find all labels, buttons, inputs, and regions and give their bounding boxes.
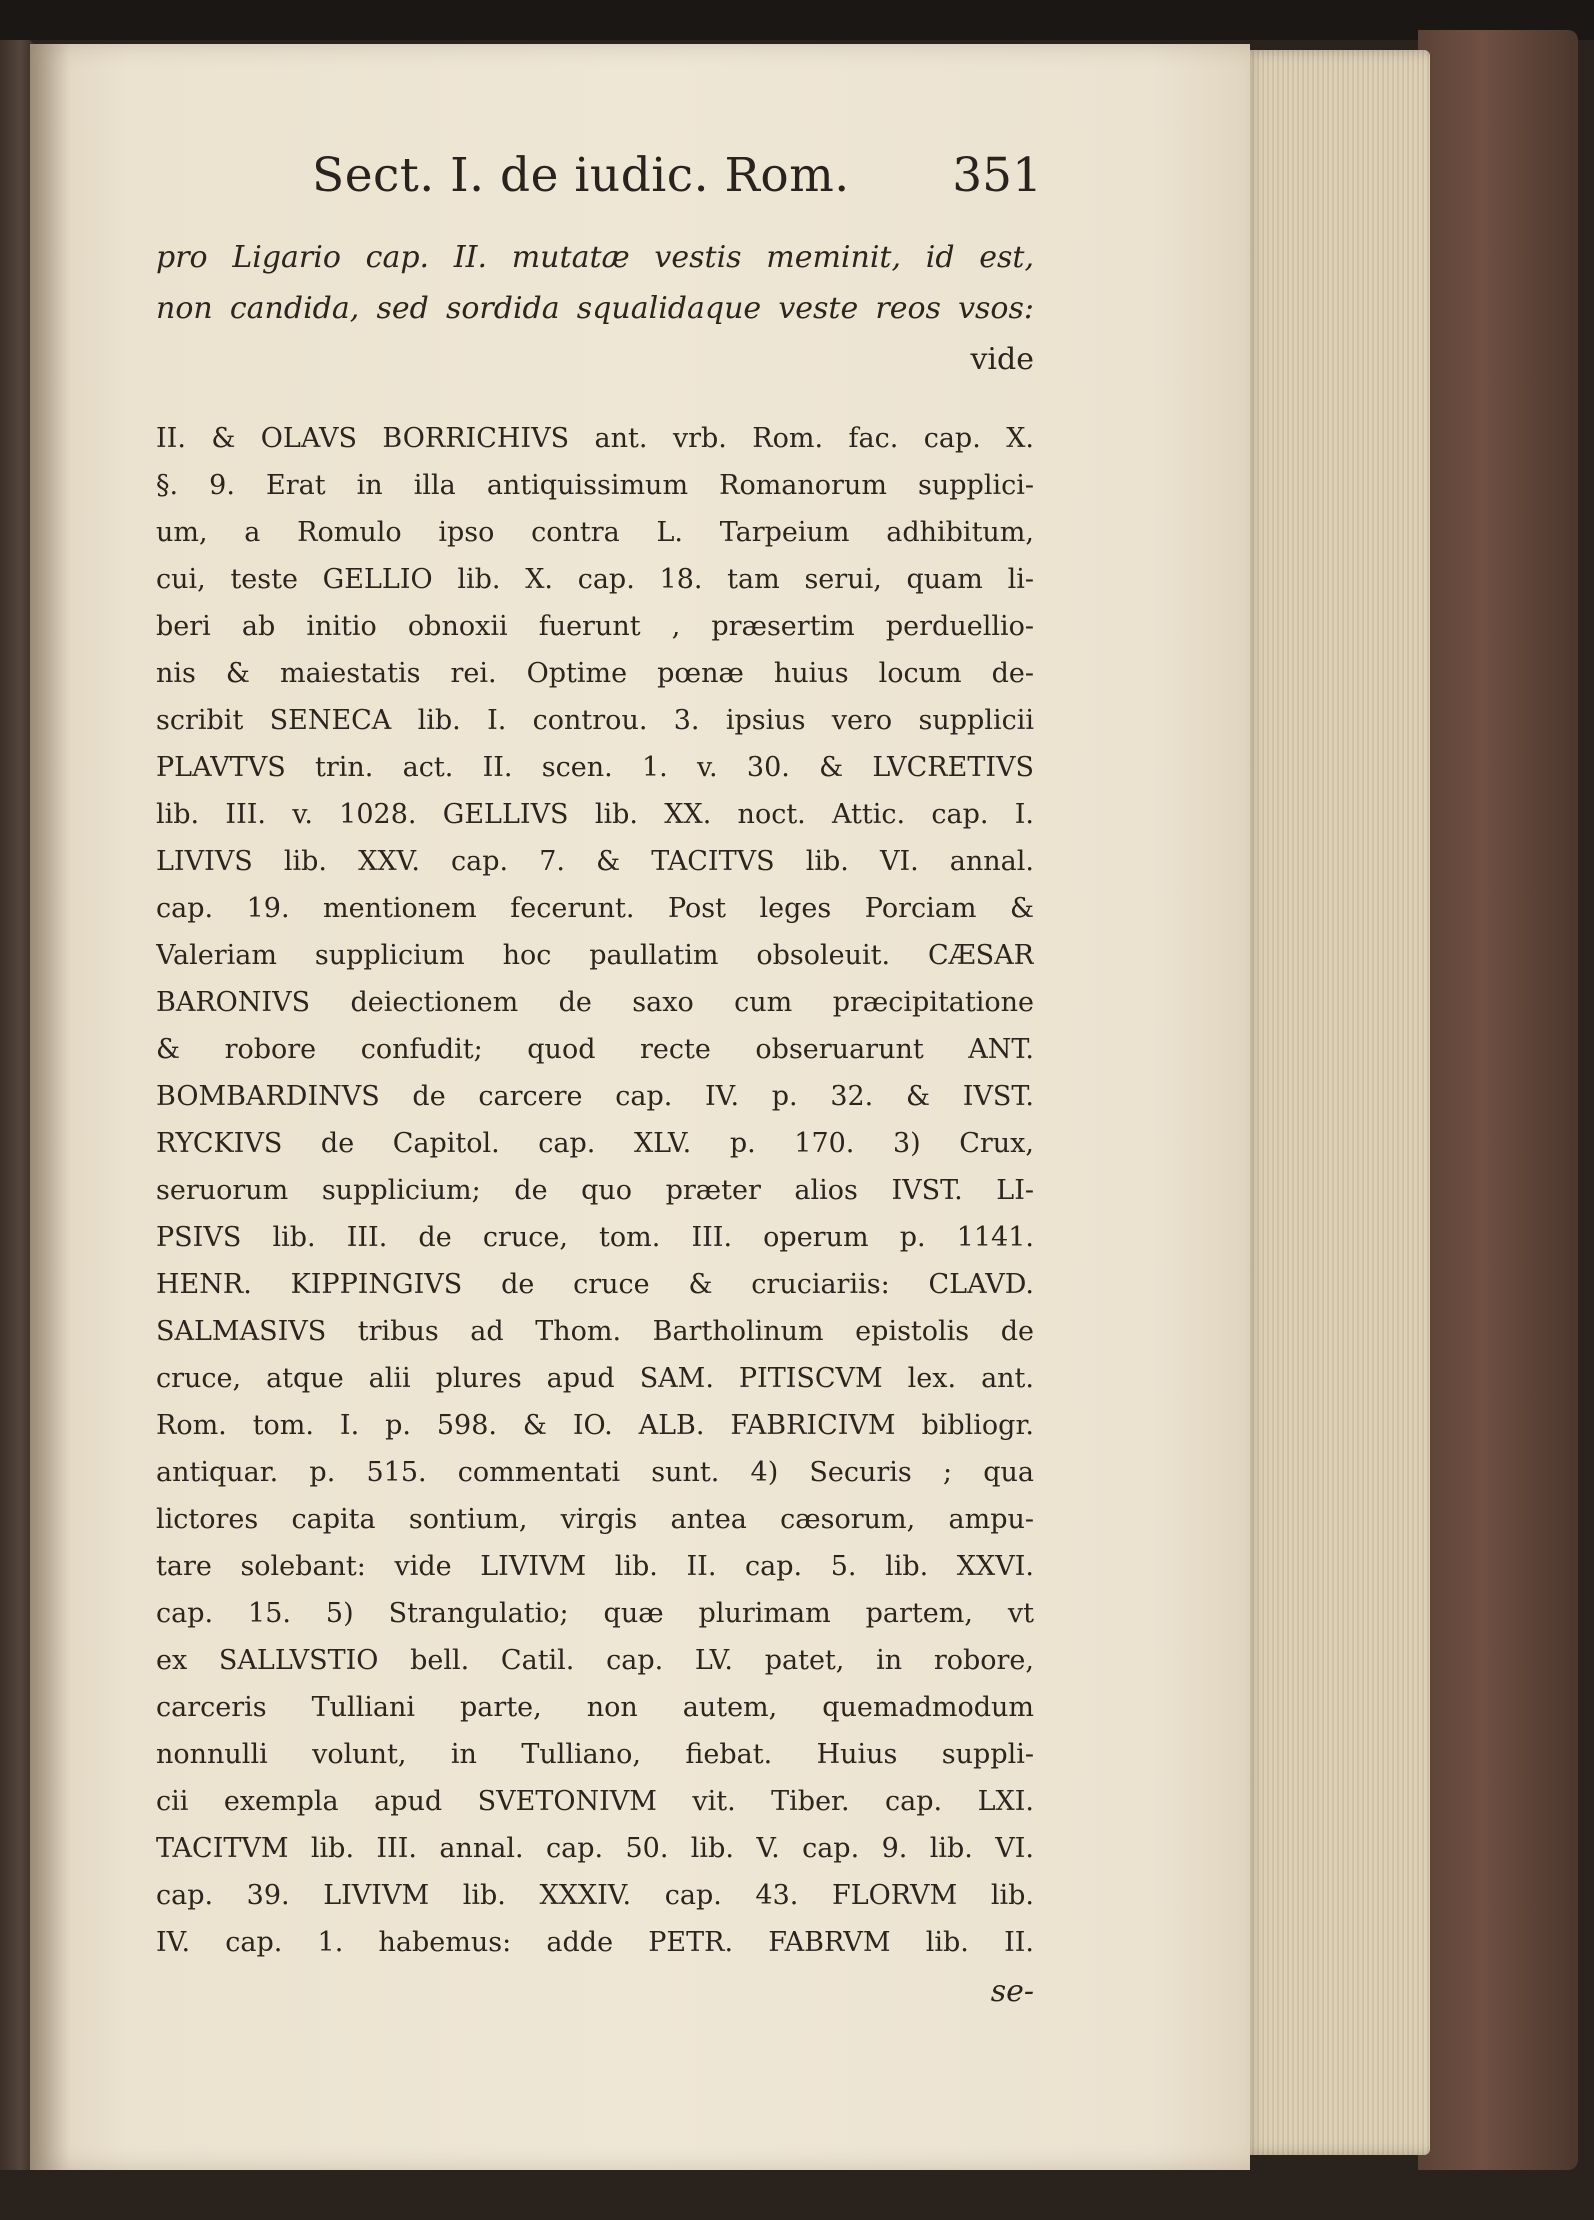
main-text (156, 232, 1034, 385)
footnote-line: tare solebant: vide LIVIVM lib. II. cap. 5. lib. XXVI. (156, 1551, 1034, 1582)
footnote-line: lib. III. v. 1028. GELLIVS lib. XX. noct. Attic. cap. I. (156, 799, 1034, 830)
footnote-line: PLAVTVS trin. act. II. scen. 1. v. 30. & LVCRETIVS (156, 752, 1034, 783)
body-line: vide (970, 342, 1034, 377)
page-header (312, 148, 1042, 218)
footnote-line: §. 9. Erat in illa antiquissimum Romanorum supplici- (156, 470, 1034, 501)
footnote-line: cap. 39. LIVIVM lib. XXXIV. cap. 43. FLORVM lib. (156, 1880, 1034, 1911)
catchword: se- (990, 1974, 1034, 2009)
footnotes (156, 415, 1034, 1966)
body-line: non candida, sed sordida squalidaque veste reos vsos: (156, 291, 1034, 326)
footnote-line: cap. 15. 5) Strangulatio; quæ plurimam partem, vt (156, 1598, 1034, 1629)
footnote-line: nonnulli volunt, in Tulliano, fiebat. Huius suppli- (156, 1739, 1034, 1770)
footnote-line: carceris Tulliani parte, non autem, quemadmodum (156, 1692, 1034, 1723)
footnote-line: seruorum supplicium; de quo præter alios IVST. LI- (156, 1175, 1034, 1206)
book-cover-left (0, 40, 34, 2170)
running-head: Sect. I. de iudic. Rom. (312, 148, 850, 203)
footnote-line: ex SALLVSTIO bell. Catil. cap. LV. patet, in robore, (156, 1645, 1034, 1676)
footnote-line: beri ab initio obnoxii fuerunt , præsertim perduellio- (156, 611, 1034, 642)
footnote-line: BOMBARDINVS de carcere cap. IV. p. 32. & IVST. (156, 1081, 1034, 1112)
gutter-shadow (30, 44, 70, 2170)
footnote-line: SALMASIVS tribus ad Thom. Bartholinum epistolis de (156, 1316, 1034, 1347)
footnote-line: scribit SENECA lib. I. controu. 3. ipsius vero supplicii (156, 705, 1034, 736)
footnote-line: RYCKIVS de Capitol. cap. XLV. p. 170. 3) Crux, (156, 1128, 1034, 1159)
footnote-line: HENR. KIPPINGIVS de cruce & cruciariis: CLAVD. (156, 1269, 1034, 1300)
footnote-line: antiquar. p. 515. commentati sunt. 4) Securis ; qua (156, 1457, 1034, 1488)
page-edges (1240, 50, 1430, 2155)
footnote-line: nis & maiestatis rei. Optime pœnæ huius locum de- (156, 658, 1034, 689)
footnote-line: um, a Romulo ipso contra L. Tarpeium adhibitum, (156, 517, 1034, 548)
footnote-line: cii exempla apud SVETONIVM vit. Tiber. cap. LXI. (156, 1786, 1034, 1817)
footnote-line: cui, teste GELLIO lib. X. cap. 18. tam serui, quam li- (156, 564, 1034, 595)
footnote-line: IV. cap. 1. habemus: adde PETR. FABRVM lib. II. (156, 1927, 1034, 1958)
page-number: 351 (952, 148, 1042, 203)
spacer (156, 385, 1034, 415)
body-line: pro Ligario cap. II. mutatæ vestis meminit, id est, (156, 240, 1034, 275)
footnote-line: BARONIVS deiectionem de saxo cum præcipitatione (156, 987, 1034, 1018)
footnote-line: cap. 19. mentionem fecerunt. Post leges Porciam & (156, 893, 1034, 924)
text-block (156, 232, 1034, 2017)
footnote-line: PSIVS lib. III. de cruce, tom. III. operum p. 1141. (156, 1222, 1034, 1253)
footnote-line: LIVIVS lib. XXV. cap. 7. & TACITVS lib. VI. annal. (156, 846, 1034, 877)
book-cover-right (1418, 30, 1578, 2170)
footnote-line: TACITVM lib. III. annal. cap. 50. lib. V. cap. 9. lib. VI. (156, 1833, 1034, 1864)
footnote-line: Valeriam supplicium hoc paullatim obsoleuit. CÆSAR (156, 940, 1034, 971)
footnote-line: Rom. tom. I. p. 598. & IO. ALB. FABRICIVM bibliogr. (156, 1410, 1034, 1441)
footnote-line: lictores capita sontium, virgis antea cæsorum, ampu- (156, 1504, 1034, 1535)
footnote-line: & robore confudit; quod recte obseruarunt ANT. (156, 1034, 1034, 1065)
footnote-line: cruce, atque alii plures apud SAM. PITISCVM lex. ant. (156, 1363, 1034, 1394)
footnote-line: II. & OLAVS BORRICHIVS ant. vrb. Rom. fac. cap. X. (156, 423, 1034, 454)
